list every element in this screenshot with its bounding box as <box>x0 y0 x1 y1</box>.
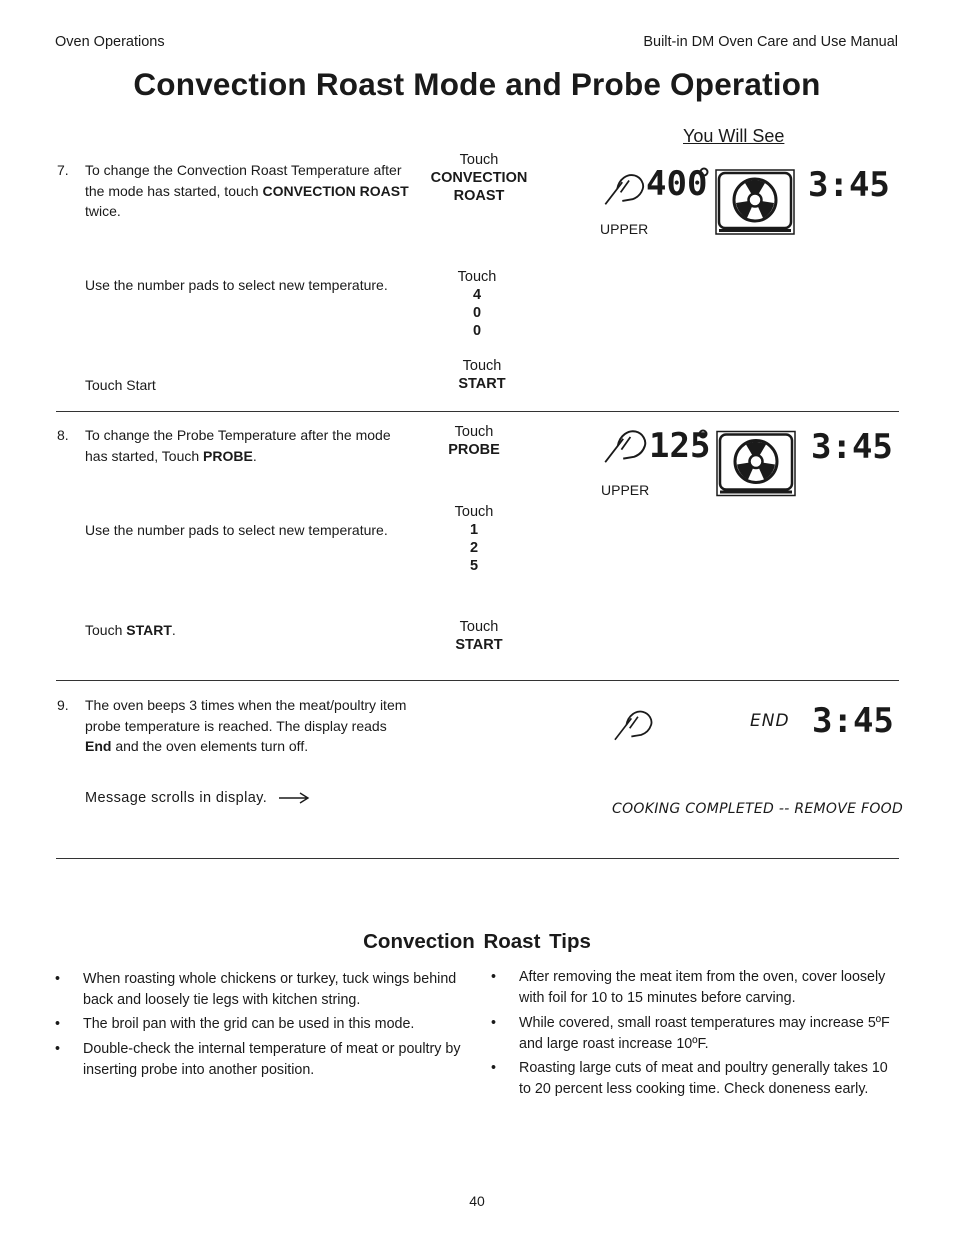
display-time: 3:45 <box>812 701 894 741</box>
section-divider <box>56 680 899 681</box>
step-number: 7. <box>57 162 69 178</box>
section-divider <box>56 411 899 412</box>
section-divider <box>56 858 899 859</box>
display-time: 3:45 <box>808 165 890 205</box>
probe-icon <box>605 431 645 462</box>
step-number: 9. <box>57 697 69 713</box>
touch-key-group: Touch START <box>409 618 549 654</box>
tip-item: • When roasting whole chickens or turkey, tuck wings behind back and loosely tie legs with kitchen string. <box>55 971 457 1008</box>
step-instruction: To change the Probe Temperature after the mode has started, Touch PROBE. <box>85 427 391 464</box>
touch-key-group: Touch 1 2 5 <box>404 503 544 575</box>
key-label: PROBE <box>448 442 500 458</box>
tip-item: • The broil pan with the grid can be used in this mode. <box>55 1016 415 1032</box>
convection-fan-icon <box>717 432 795 496</box>
probe-icon <box>605 175 643 204</box>
scroll-note: Message scrolls in display. <box>85 790 310 806</box>
oven-display <box>610 700 894 750</box>
running-header-manual: Built-in DM Oven Care and Use Manual <box>643 34 898 50</box>
step-instruction: Touch START. <box>85 622 176 638</box>
key-label: ROAST <box>453 188 505 204</box>
tip-item: • While covered, small roast temperatures may increase 5ºF and large roast increase 10ºF. <box>491 1015 890 1052</box>
key-label: 0 <box>472 305 482 321</box>
key-label: START <box>458 376 506 392</box>
touch-key-group: Touch START <box>412 357 552 393</box>
tip-item: • Roasting large cuts of meat and poultry generally takes 10 to 20 percent less cooking time. Check doneness early. <box>491 1060 888 1097</box>
step-instruction: To change the Convection Roast Temperature after the mode has started, touch CONVECTION ROAST twice. <box>85 162 409 219</box>
convection-fan-icon <box>716 170 794 234</box>
display-temp: 125 <box>649 426 711 466</box>
display-status: END <box>750 711 790 731</box>
key-label: 5 <box>469 558 479 574</box>
tips-heading: Convection Roast Tips <box>363 930 591 953</box>
key-label: CONVECTION <box>430 170 528 186</box>
rack-label: UPPER <box>601 482 650 498</box>
arrow-right-icon <box>278 792 310 804</box>
step-instruction: The oven beeps 3 times when the meat/poultry item probe temperature is reached. The display reads End and the oven elements turn off. <box>85 697 407 754</box>
rack-label: UPPER <box>600 221 649 237</box>
step-instruction: Use the number pads to select new temperature. <box>85 522 388 538</box>
touch-key-group: Touch CONVECTION ROAST <box>409 151 549 205</box>
step-instruction: Touch Start <box>85 377 156 393</box>
running-header-section: Oven Operations <box>55 34 165 50</box>
step-number: 8. <box>57 427 69 443</box>
scroll-message: COOKING COMPLETED -- REMOVE FOOD <box>612 801 904 817</box>
key-label: 0 <box>472 323 482 339</box>
key-label: 2 <box>469 540 479 556</box>
probe-icon <box>615 712 652 740</box>
touch-key-group: Touch 4 0 0 <box>407 268 547 340</box>
display-time: 3:45 <box>811 427 893 467</box>
key-label: 4 <box>472 287 482 303</box>
step-instruction: Use the number pads to select new temperature. <box>85 277 388 293</box>
key-label: 1 <box>469 522 479 538</box>
key-label: START <box>455 637 503 653</box>
tip-item: • Double-check the internal temperature of meat or poultry by inserting probe into another position. <box>55 1041 461 1078</box>
you-will-see-heading: You Will See <box>683 126 785 146</box>
display-temp: 400 <box>646 164 708 204</box>
page-number: 40 <box>469 1193 485 1209</box>
page-title: Convection Roast Mode and Probe Operation <box>133 66 821 102</box>
touch-key-group: Touch PROBE <box>404 423 544 459</box>
tip-item: • After removing the meat item from the oven, cover loosely with foil for 10 to 15 minutes before carving. <box>491 969 886 1006</box>
